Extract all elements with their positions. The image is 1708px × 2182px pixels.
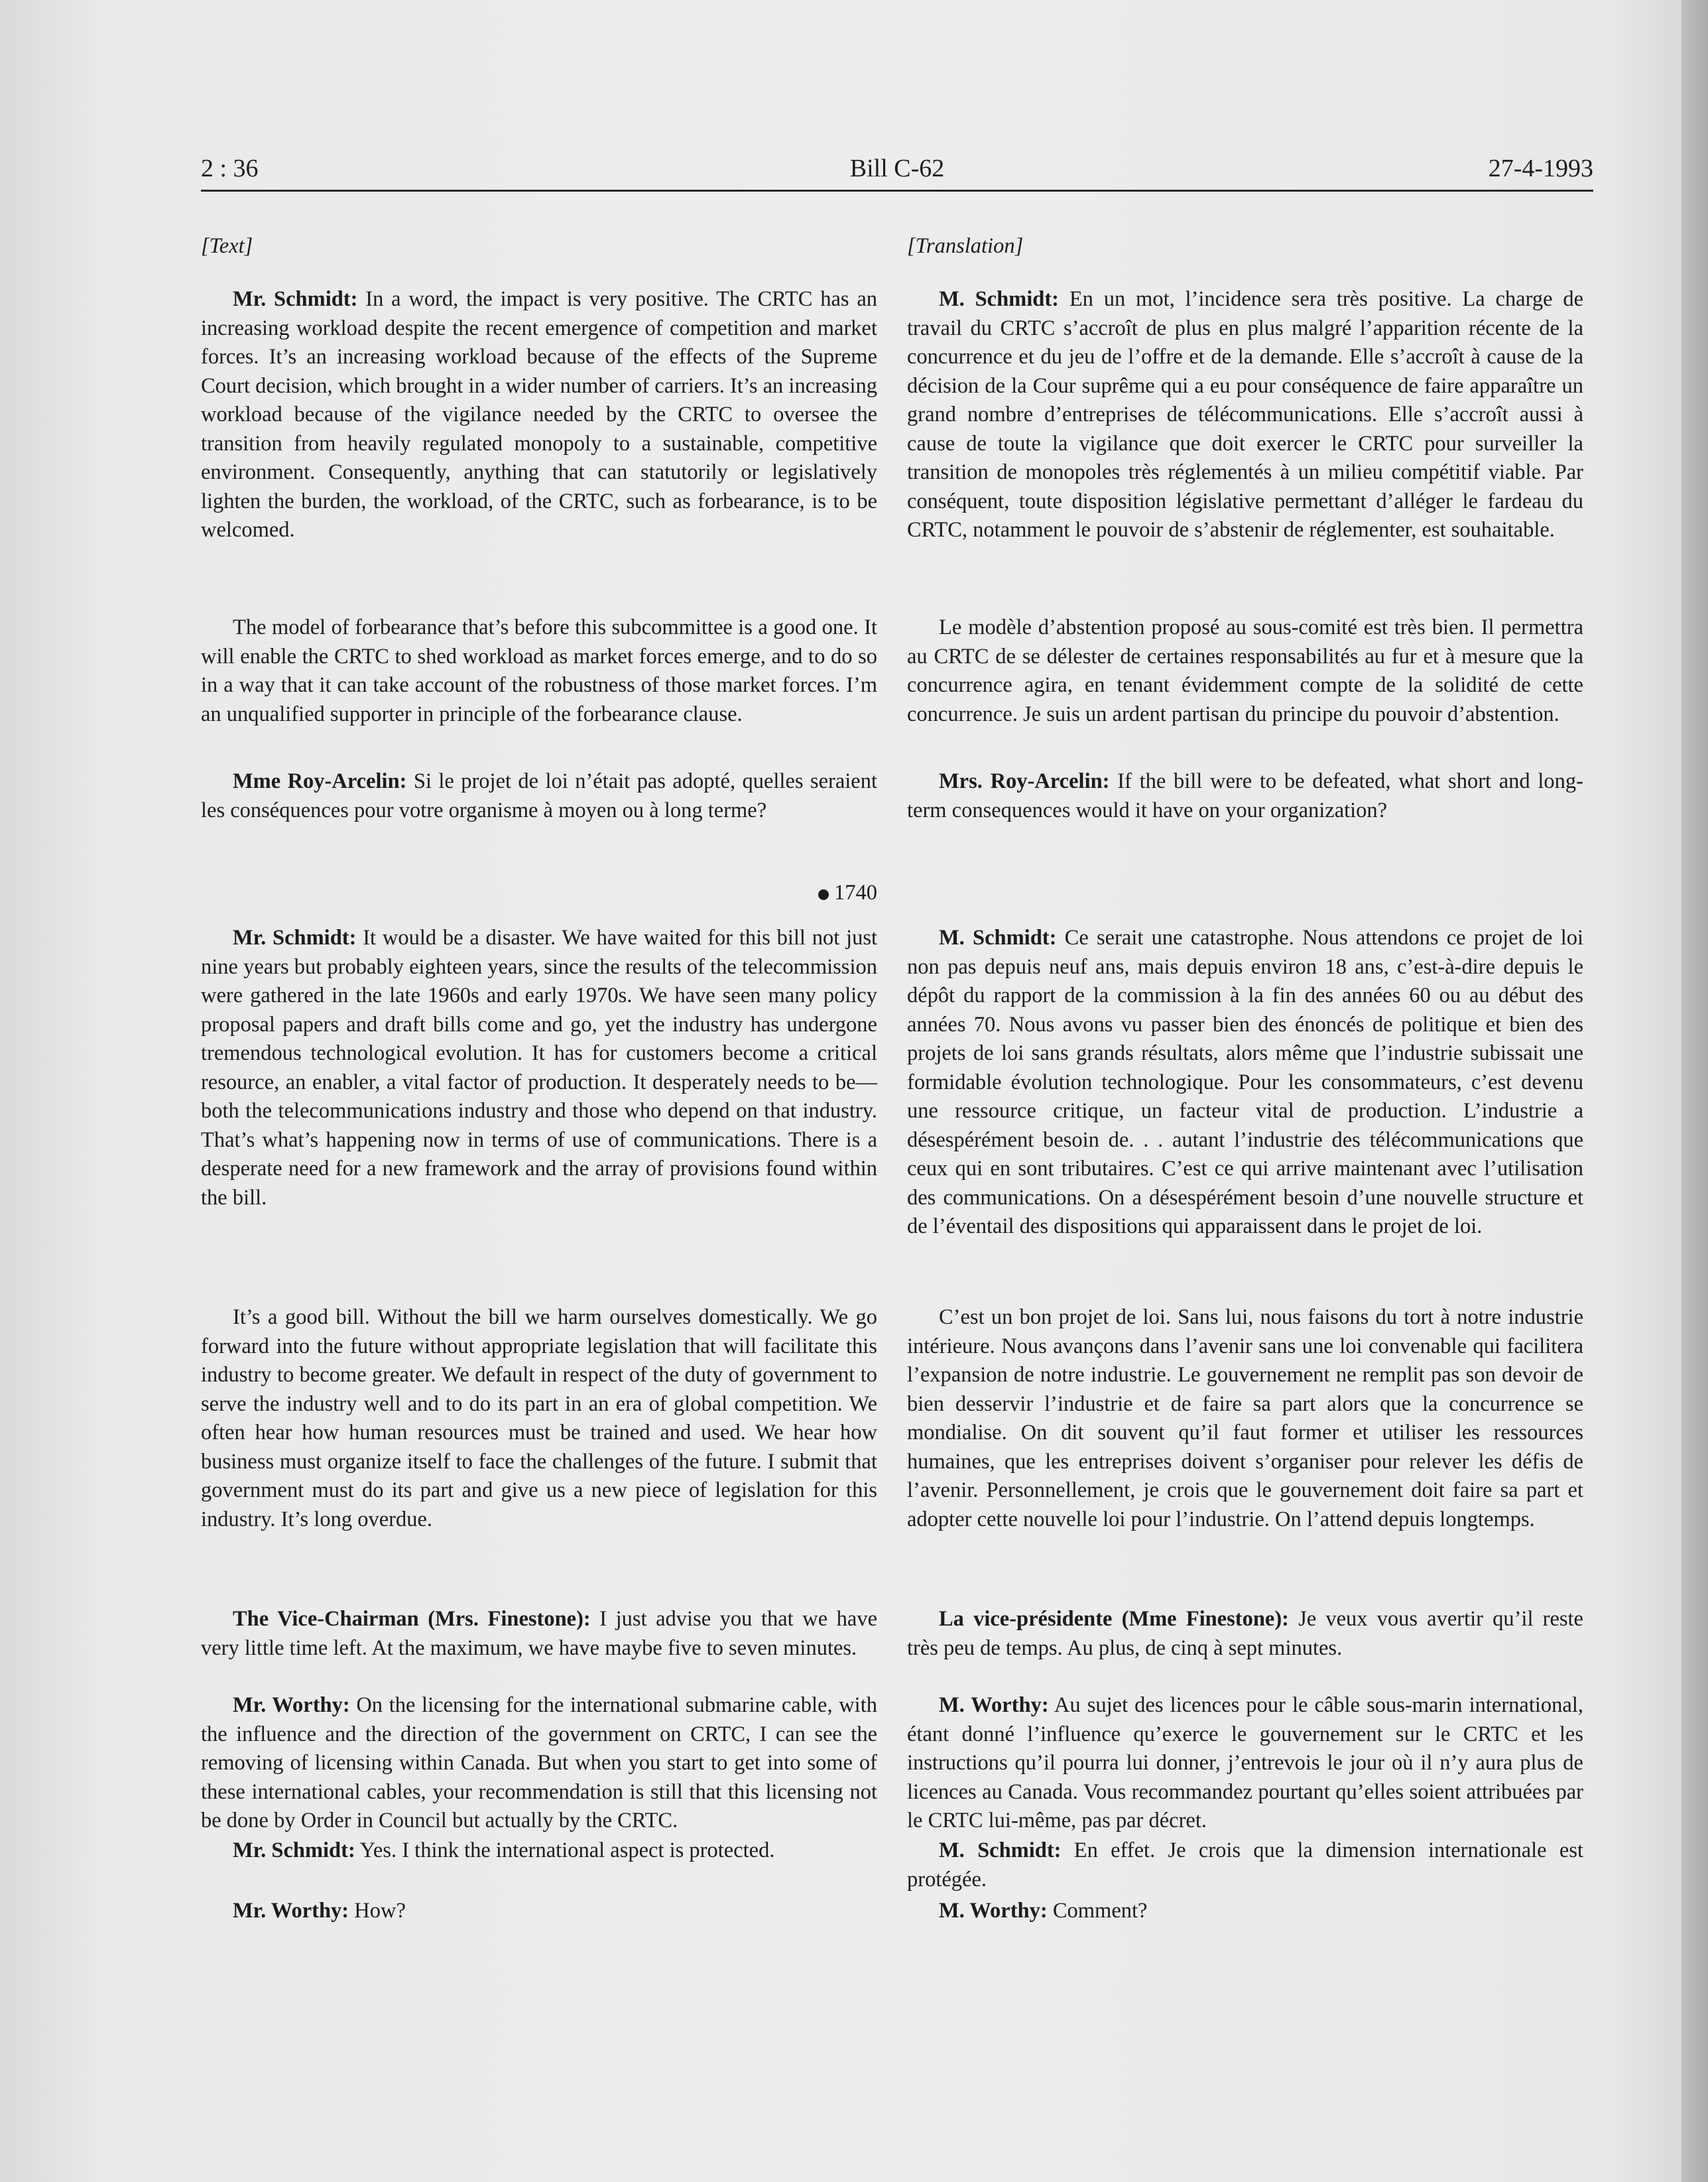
- paragraph-text: It would be a disaster. We have waited for this bill not just nine years but probably eighteen years, since the results of the telecommission were gathered in the late 1960s and early 1970s. We have seen many policy proposal papers and draft bills come and go, yet the industry has undergone tremendous technological evolution. It has for customers become a critical resource, an enabler, a vital factor of production. It desperately needs to be—both the telecommunications industry and those who depend on that industry. That’s what’s happening now in terms of use of communications. There is a desperate need for a new framework and the array of provisions found within the bill.: [201, 926, 878, 1210]
- page-date: 27-4-1993: [1488, 155, 1593, 182]
- paragraph-text: Comment?: [1047, 1899, 1148, 1923]
- paragraph: [907, 924, 1583, 1242]
- paragraph: [201, 1303, 877, 1534]
- speaker-name: Mrs. Roy-Arcelin:: [939, 769, 1110, 793]
- paragraph-text: Yes. I think the international aspect is protected.: [355, 1838, 775, 1862]
- time-marker: [201, 879, 877, 908]
- paragraph-text: Au sujet des licences pour le câble sous-marin international, étant donné l’influence qu’exerce le gouvernement sur le CRTC et les instructions qu’il pourra lui donner, j’entrevois le jour où il n’y aura plus de licences au Canada. Vous recommandez pourtant qu’elles soient attribuées par le CRTC lui-même, pas par décret.: [907, 1693, 1583, 1832]
- speaker-name: M. Schmidt:: [939, 926, 1057, 950]
- paragraph-text: Le modèle d’abstention proposé au sous-comité est très bien. Il permettra au CRTC de se délester de certaines responsabilités au fur et à mesure que la concurrence agira, en tenant évidemment compte de la solidité de cette concurrence. Je suis un ardent partisan du principe du pouvoir d’abstention.: [907, 615, 1583, 726]
- page-binding-edge: [1681, 0, 1708, 2182]
- paragraph-text: Ce serait une catastrophe. Nous attendons ce projet de loi non pas depuis neuf ans, mais depuis environ 18 ans, c’est-à-dire depuis le dépôt du rapport de la commission à la fin des années 60 ou au début des années 70. Nous avons vu passer bien des énoncés de politique et bien des projets de loi sans grands résultats, alors même que l’industrie subissait une formidable évolution technologique. Pour les consommateurs, c’est devenu une ressource critique, un facteur vital de production. L’industrie a désespérément besoin de. . . autant l’industrie des télécommunications que ceux qui en sont tributaires. C’est ce qui arrive maintenant avec l’utilisation des communications. On a désespérément besoin d’une nouvelle structure et de l’éventail des dispositions qui apparaissent dans le projet de loi.: [907, 926, 1584, 1238]
- paragraph-text: C’est un bon projet de loi. Sans lui, nous faisons du tort à notre industrie intérieure. Nous avançons dans l’avenir sans une loi convenable qui facilitera l’expansion de notre industrie. Le gouvernement ne remplit pas son devoir de bien desservir l’industrie et de faire sa part alors que la concurrence se mondialise. On dit souvent qu’il faut former et utiliser les ressources humaines, que les entreprises doivent s’organiser pour relever les défis de l’avenir. Personnellement, je crois que le gouvernement doit faire sa part et adopter cette nouvelle loi pour l’industrie. On l’attend depuis longtemps.: [907, 1305, 1583, 1531]
- page-header: [201, 150, 1593, 192]
- translation-column: [907, 232, 1583, 2076]
- speaker-name: Mr. Schmidt:: [233, 287, 358, 311]
- paragraph-text: If the bill were to be defeated, what short and long-term consequences would it have on your organization?: [907, 769, 1584, 822]
- speaker-name: M. Schmidt:: [939, 287, 1060, 311]
- paragraph-text: Je veux vous avertir qu’il reste très peu de temps. Au plus, de cinq à sept minutes.: [907, 1607, 1583, 1660]
- paragraph-text: The model of forbearance that’s before this subcommittee is a good one. It will enable the CRTC to shed workload as market forces emerge, and to do so in a way that it can take account of the robustness of those market forces. I’m an unqualified supporter in principle of the forbearance clause.: [201, 615, 877, 726]
- paragraph: [201, 613, 877, 729]
- paragraph: [907, 1605, 1583, 1663]
- paragraph-text: How?: [349, 1899, 406, 1923]
- paragraph: [201, 285, 877, 545]
- paragraph: [201, 1897, 877, 1926]
- speaker-name: Mr. Worthy:: [233, 1899, 349, 1923]
- paragraph-text: Si le projet de loi n’était pas adopté, quelles seraient les conséquences pour votre organisme à moyen ou à long terme?: [201, 769, 877, 822]
- speaker-name: Mme Roy-Arcelin:: [233, 769, 407, 793]
- speaker-name: Mr. Schmidt:: [233, 926, 357, 950]
- translation-label: [Translation]: [907, 234, 1024, 258]
- paragraph: [907, 1836, 1583, 1894]
- paragraph-text: In a word, the impact is very positive. The CRTC has an increasing workload despite the recent emergence of competition and market forces. It’s an increasing workload because of the effects of the Supreme Court decision, which brought in a wider number of carriers. It’s an increasing workload because of the vigilance needed by the CRTC to oversee the transition from heavily regulated monopoly to a sustainable, competitive environment. Consequently, anything that can statutorily or legislatively lighten the burden, the workload, of the CRTC, such as forbearance, is to be welcomed.: [201, 287, 877, 542]
- speaker-name: La vice-présidente (Mme Finestone):: [939, 1607, 1289, 1631]
- paragraph: [201, 924, 877, 1212]
- page-number: 2 : 36: [201, 155, 259, 182]
- paragraph-text: En un mot, l’incidence sera très positive. La charge de travail du CRTC s’accroît de plus en plus malgré l’apparition récente de la concurrence et du jeu de l’offre et de la demande. Elle s’accroît à cause de la décision de la Cour suprême qui a eu pour conséquence de faire apparaître un grand nombre d’entreprises de télécommunications. Elle s’accroît aussi à cause de toute la vigilance que doit exercer le CRTC pour surveiller la transition de monopoles très réglementés à un milieu compétitif viable. Par conséquent, toute disposition législative permettant d’alléger le fardeau du CRTC, notamment le pouvoir de s’abstenir de réglementer, est souhaitable.: [907, 287, 1583, 542]
- paragraph: [907, 1303, 1583, 1534]
- speaker-name: M. Schmidt:: [939, 1838, 1062, 1862]
- paragraph: [907, 285, 1583, 545]
- paragraph-text: I just advise you that we have very little time left. At the maximum, we have maybe five to seven minutes.: [201, 1607, 877, 1660]
- paragraph: [907, 1897, 1583, 1926]
- speaker-name: M. Worthy:: [939, 1693, 1049, 1717]
- time-stamp: 1740: [834, 881, 877, 905]
- speaker-name: Mr. Schmidt:: [233, 1838, 355, 1862]
- paragraph-text: It’s a good bill. Without the bill we harm ourselves domestically. We go forward into the future without appropriate legislation that will facilitate this industry to become greater. We default in respect of the duty of government to serve the industry well and to do its part in an era of global competition. We often hear how human resources must be trained and used. We hear how business must organize itself to face the challenges of the future. I submit that government must do its part and give us a new piece of legislation for this industry. It’s long overdue.: [201, 1305, 877, 1531]
- paragraph: [201, 1836, 877, 1866]
- paragraph-text: En effet. Je crois que la dimension internationale est protégée.: [907, 1838, 1583, 1892]
- paragraph: [201, 767, 877, 825]
- speaker-name: M. Worthy:: [939, 1899, 1048, 1923]
- paragraph: [907, 767, 1583, 825]
- bullet-icon: [818, 889, 829, 900]
- paragraph-text: On the licensing for the international submarine cable, with the influence and the direction of the government on CRTC, I can see the removing of licensing within Canada. But when you start to get into some of these international cables, your recommendation is still that this licensing not be done by Order in Council but actually by the CRTC.: [201, 1693, 877, 1832]
- paragraph: [201, 1605, 877, 1663]
- bill-title: Bill C-62: [849, 155, 945, 182]
- speaker-name: The Vice-Chairman (Mrs. Finestone):: [233, 1607, 591, 1631]
- text-label: [Text]: [201, 234, 253, 258]
- english-column: [201, 232, 877, 2076]
- paragraph: [907, 1691, 1583, 1836]
- paragraph: [201, 1691, 877, 1836]
- speaker-name: Mr. Worthy:: [233, 1693, 350, 1717]
- paragraph: [907, 613, 1583, 729]
